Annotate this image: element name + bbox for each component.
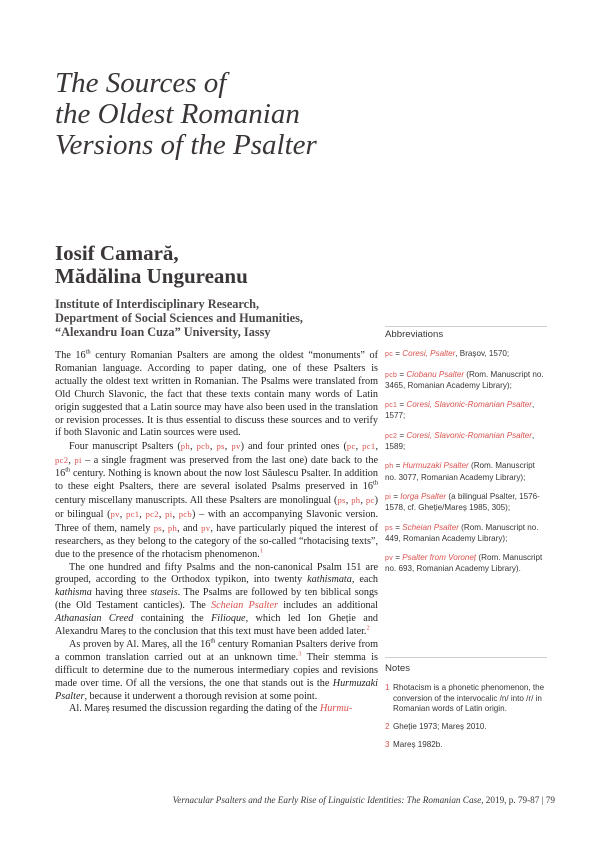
page-reference: , 2019, p. 79-87 | 79 [481, 795, 555, 805]
scheian-psalter-link[interactable]: Scheian Psalter [211, 600, 278, 612]
abbreviation-entry: pc1 = Coresi, Slavonic-Romanian Psalter, 1577; [385, 400, 535, 421]
divider [385, 326, 547, 327]
abbreviation-entry: ph = Hurmuzaki Psalter (Rom. Manuscript no. 3077, Romanian Academy Library); [385, 461, 535, 482]
paper-title [55, 68, 375, 161]
body-paragraph: Four manuscript Psalters (ph, pcb, ps, pv) and four printed ones (pc, pc1, pc2, pi – a single fragment was preserved from the last one) date back to the 16th century. Nothing is known about the now lost Săulescu Psalter. In addition to these eight Psalters, there are several isolated Psalms preserved in 16th century miscellany manuscripts. All these Psalters are monolingual (ps, ph, pc) or bilingual (pv, pc1, pc2, pi, pcb) – with an accompanying Slavonic version. Three of them, namely ps, ph, and pv, have particularly piqued the interest of researchers, as they belong to the category of the so-called “rhotacising texts”, due to the presence of the rhotacism phenomenon.$^1$ [55, 441, 379, 560]
page-footer [55, 795, 555, 805]
body-paragraph: As proven by Al. Mareș, all the 16th century Romanian Psalters derive from a common translation carried out at an unknown time.$^3$ Their stemma is difficult to determine due to the numerous intermediary copies and revisions made over time. Of all the versions, the one that stands out is the Hurmuzaki Psalter, because it underwent a thorough revision at some point. [55, 637, 379, 702]
body-paragraph: The one hundred and fifty Psalms and the non-canonical Psalm 151 are grouped, according to the Orthodox typikon, into twenty kathismata, each kathisma having three staseis. The Psalms are followed by ten biblical songs (the Old Testament canticles). The Scheian Psalter includes an additional Athanasian Creed containing the Filioque, which led Ion Gheție and Alexandru Mareș to the conclusion that this text must have been added later.$^2$ [55, 561, 379, 638]
main-body-text [55, 350, 378, 716]
footnote-ref[interactable]: 2 [366, 624, 370, 632]
note-item: 1 Rhotacism is a phonetic phenomenon, the conversion of the intervocalic /n/ into /r/ in Romanian words of Latin origin. [385, 683, 545, 713]
authors [55, 242, 375, 288]
hurmuzaki-link[interactable]: Hurmu- [319, 703, 353, 715]
note-item: 3 Mareș 1982b. [385, 740, 443, 750]
divider [385, 657, 547, 658]
abbreviations-panel [385, 330, 547, 584]
footnote-ref[interactable]: 1 [259, 547, 264, 555]
body-paragraph: Al. Mareș resumed the discussion regarding the dating of the Hurmu- [69, 703, 353, 715]
notes-panel [385, 664, 547, 759]
abbreviation-entry: ps = Scheian Psalter (Rom. Manuscript no. 449, Romanian Academy Library); [385, 522, 539, 543]
body-paragraph: The 16th century Romanian Psalters are among the oldest “monuments” of Romanian language. According to paper dating, one of these Psalters is actually the oldest text written in Romanian. The Psalms were translated from Old Church Slavonic, the fact that these texts contain many words of Latin origin suggested that a Latin source may have also been used in the translation or revision processes. It is thus essential to discuss these sources and to verify if both Slavonic and Latin sources were used. [55, 348, 378, 439]
footnote-ref[interactable]: 3 [298, 650, 302, 658]
abbreviation-entry: pv = Psalter from Voroneț (Rom. Manuscript no. 693, Romanian Academy Library). [385, 553, 543, 574]
affiliation-line: “Alexandru Ioan Cuza” University, Iassy [55, 325, 271, 339]
abbreviation-entry: pi = Iorga Psalter (a bilingual Psalter, 1576-1578, cf. Gheție/Mareș 1985, 305); [385, 491, 540, 513]
title-line: the Oldest Romanian [55, 98, 300, 130]
abbreviation-entry: pcb = Ciobanu Psalter (Rom. Manuscript no. 3465, Romanian Academy Library); [385, 369, 544, 390]
abbreviation-entry: pc2 = Coresi, Slavonic-Romanian Psalter, 1589; [385, 430, 535, 452]
abbreviation-entry: pc = Coresi, Psalter, Brașov, 1570; [385, 349, 510, 359]
affiliation-line: Department of Social Sciences and Humanities, [55, 311, 303, 325]
notes-heading: Notes [385, 663, 411, 674]
author-line: Mădălina Ungureanu [55, 264, 248, 288]
author-line: Iosif Camară, [55, 241, 179, 265]
note-item: 2 Gheție 1973; Mareș 2010. [385, 722, 487, 732]
title-line: The Sources of [55, 67, 227, 99]
journal-title: Vernacular Psalters and the Early Rise of Linguistic Identities: The Romanian Case [172, 795, 482, 805]
abbreviations-heading: Abbreviations [385, 329, 444, 340]
affiliation-line: Institute of Interdisciplinary Research, [55, 297, 260, 311]
affiliation [55, 297, 375, 339]
title-line: Versions of the Psalter [55, 129, 317, 161]
